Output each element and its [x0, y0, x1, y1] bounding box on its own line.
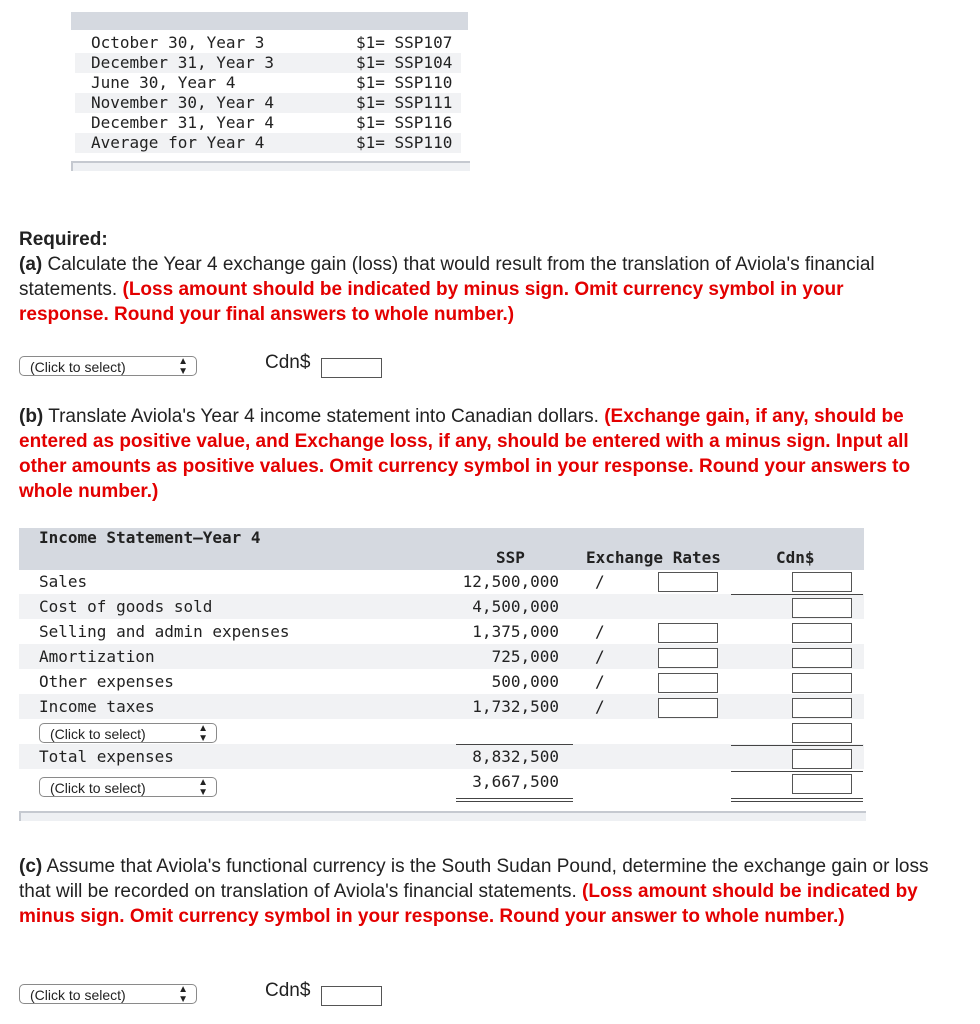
- selling-admin-cdn-input[interactable]: [792, 623, 852, 643]
- part-c-currency-label: Cdn$: [265, 980, 311, 1001]
- part-a-currency-label: Cdn$: [265, 352, 311, 373]
- select-arrows-icon: ▲ ▼: [198, 723, 208, 744]
- part-b-text: Translate Aviola's Year 4 income statement into Canadian dollars.: [43, 406, 605, 427]
- row-label: Cost of goods sold: [39, 597, 213, 616]
- row-ssp-amount: 500,000: [491, 672, 559, 691]
- row-label: Other expenses: [39, 672, 174, 691]
- total-expenses-label: Total expenses: [39, 747, 174, 766]
- amortization-cdn-input[interactable]: [792, 648, 852, 668]
- part-a-instruction: (Loss amount should be indicated by minus sign. Omit currency symbol in your response. Round your final answers to whole number.): [19, 279, 844, 325]
- select-arrows-icon: ▲ ▼: [178, 356, 188, 377]
- col-header-ssp: SSP: [496, 548, 525, 567]
- part-b-instruction: (Exchange gain, if any, should be entered as positive value, and Exchange loss, if any, should be entered with a minus sign. Input all other amounts as positive values. Omit currency symbol in your response. Round your answers to whole number.): [19, 406, 911, 502]
- row-ssp-amount: 1,375,000: [472, 622, 559, 641]
- part-a-amount-input[interactable]: [321, 358, 382, 378]
- row-slash: /: [595, 697, 605, 716]
- table-row: [19, 644, 864, 669]
- total-expenses-cdn-input[interactable]: [792, 749, 852, 769]
- rate-date: November 30, Year 4: [91, 93, 275, 112]
- col-header-exchange-rates: Exchange Rates: [586, 548, 721, 567]
- part-c-gain-loss-select[interactable]: [19, 984, 197, 1004]
- table-row: [19, 619, 864, 644]
- part-a-text: Calculate the Year 4 exchange gain (loss) that would result from the translation of Aviola's financial statements.: [19, 254, 875, 300]
- sales-rate-input[interactable]: [658, 572, 718, 592]
- rate-value: $1= SSP110: [356, 133, 453, 152]
- rate-row: [75, 133, 461, 153]
- part-c-label: (c): [19, 856, 43, 877]
- net-result-cdn-input[interactable]: [792, 774, 852, 794]
- row-label: Sales: [39, 572, 88, 591]
- row-ssp-amount: 1,732,500: [472, 697, 559, 716]
- rate-date: October 30, Year 3: [91, 33, 265, 52]
- part-c-question: [19, 854, 939, 929]
- table-row: [19, 669, 864, 694]
- rate-value: $1= SSP107: [356, 33, 453, 52]
- income-taxes-rate-input[interactable]: [658, 698, 718, 718]
- row-slash: /: [595, 622, 605, 641]
- part-c-text: Assume that Aviola's functional currency is the South Sudan Pound, determine the exchange gain or loss that will be recorded on translation of Aviola's financial statements.: [19, 856, 929, 902]
- rate-date: December 31, Year 3: [91, 53, 275, 72]
- net-income-ssp: 3,667,500: [472, 772, 559, 791]
- row-label: Amortization: [39, 647, 155, 666]
- other-expenses-rate-input[interactable]: [658, 673, 718, 693]
- other-expenses-cdn-input[interactable]: [792, 673, 852, 693]
- sales-cdn-input[interactable]: [792, 572, 852, 592]
- total-expenses-ssp: 8,832,500: [472, 747, 559, 766]
- cogs-cdn-input[interactable]: [792, 598, 852, 618]
- select-arrows-icon: ▲ ▼: [198, 777, 208, 798]
- row-slash: /: [595, 647, 605, 666]
- income-taxes-cdn-input[interactable]: [792, 698, 852, 718]
- rate-value: $1= SSP116: [356, 113, 453, 132]
- row-label: Income taxes: [39, 697, 155, 716]
- rate-table-footer: [71, 161, 470, 171]
- part-b-label: (b): [19, 406, 44, 427]
- table-row: [19, 744, 864, 769]
- rate-date: June 30, Year 4: [91, 73, 236, 92]
- amortization-rate-input[interactable]: [658, 648, 718, 668]
- select-arrows-icon: ▲ ▼: [178, 984, 188, 1005]
- rate-row: [75, 113, 461, 133]
- exchange-rate-table: [71, 12, 468, 172]
- cdn-double-rule: [731, 798, 863, 799]
- ssp-double-rule: [456, 798, 573, 799]
- row-label: Selling and admin expenses: [39, 622, 290, 641]
- part-c-instruction: (Loss amount should be indicated by minus sign. Omit currency symbol in your response. Round your answer to whole number.): [19, 881, 918, 927]
- table-row: [19, 569, 864, 594]
- part-a-label: (a): [19, 254, 43, 275]
- selling-admin-rate-input[interactable]: [658, 623, 718, 643]
- table-row: [19, 594, 864, 619]
- required-heading: Required:: [19, 229, 108, 250]
- rate-value: $1= SSP111: [356, 93, 453, 112]
- ssp-rule: [456, 744, 573, 745]
- part-a-gain-loss-select[interactable]: [19, 356, 197, 376]
- select-label: (Click to select): [50, 780, 146, 796]
- net-result-select[interactable]: [39, 777, 217, 797]
- rate-date: December 31, Year 4: [91, 113, 275, 132]
- row-ssp-amount: 725,000: [491, 647, 559, 666]
- row-ssp-amount: 12,500,000: [462, 572, 559, 591]
- col-header-cdn: Cdn$: [776, 548, 815, 567]
- part-c-amount-input[interactable]: [321, 986, 382, 1006]
- cdn-double-rule: [731, 801, 863, 802]
- rate-row: [75, 93, 461, 113]
- row-slash: /: [595, 672, 605, 691]
- table-row: [19, 694, 864, 719]
- other-item-select[interactable]: [39, 723, 217, 743]
- cdn-rule: [731, 745, 863, 746]
- rate-value: $1= SSP110: [356, 73, 453, 92]
- select-label: (Click to select): [30, 359, 126, 375]
- rate-row: [75, 33, 461, 53]
- rate-row: [75, 73, 461, 93]
- rate-value: $1= SSP104: [356, 53, 453, 72]
- rate-date: Average for Year 4: [91, 133, 265, 152]
- row-slash: /: [595, 572, 605, 591]
- income-statement-header: [19, 528, 864, 570]
- select-label: (Click to select): [30, 987, 126, 1003]
- income-statement-footer: [19, 811, 866, 821]
- cdn-rule: [731, 771, 863, 772]
- rate-row: [75, 53, 461, 73]
- cdn-rule: [731, 594, 863, 595]
- income-statement-title: Income Statement–Year 4: [39, 528, 261, 547]
- ssp-double-rule: [456, 801, 573, 802]
- part-b-question: [19, 404, 919, 504]
- select-label: (Click to select): [50, 726, 146, 742]
- row-ssp-amount: 4,500,000: [472, 597, 559, 616]
- part-a-question: [19, 252, 929, 327]
- rate-table-header: [71, 12, 468, 30]
- other-item-cdn-input[interactable]: [792, 723, 852, 743]
